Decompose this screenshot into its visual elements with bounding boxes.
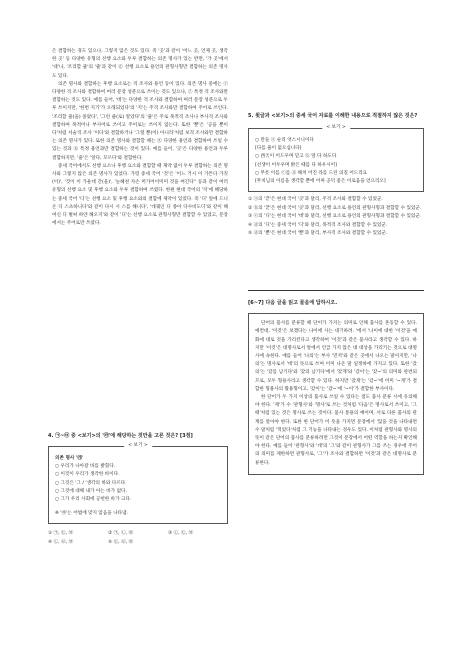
passage-paragraph-1: 은 결합하는 경도 있으나, 그렇지 않은 것도 있다. 즉 '곳'과 같이 '어느 곳, 언제 곳, 생각한 곳' 등 다양한 유형의 선행 요소와 두루 결합하는 의존 명사가 있는 반면, '가 곳'에서 '대'나, '조리할 줄'의 '줄'과 같이 ⓓ 선행 요소로 용언의 관형사형만 결합하는 의존 명사도 있다.: [52, 49, 228, 79]
box-line: ○ 西天이 어드우며 믿고 ⓑ 엎 다 하도다: [255, 154, 337, 160]
passage-paragraph-2: 의존 명사와 결합하는 후행 요소로는 격 조사와 용언 등이 있다. 의존 명사 중에는 ⓔ 다양한 격 조사와 결합하여 여러 문장 성분으로 쓰이는 것도 있으나, ⓕ 특정 격 조사와만 결합하는 것도 있다. 예를 들어, '데'는 다양한 격 조사와 결합하여 여러 문장 성분으로 두루 쓰이지만, '한번 지기'가 오래되었다'의 '지'는 주격 조사와만 결합하여 주어로 쓰인다. '조리할 줄(을) 몰랐다', '그런 줄(로) 알았다'의 '줄'은 주로 목적격 조사나 부사격 조사와 결합하여 목적어나 부사어로 쓰이고 주어로는 쓰이지 않는다. 또한 '뿐'은 '공을 뿐이다'처럼 서술격 조사 '이다'와 결합하거나 '그럴 뿐(이) 아니라'처럼 보격 조사와만 결합하는 의존 명사가 있다. 또한 의존 명사와 결합할 때는 ⓖ 다양한 용언과 결합하여 쓰일 수 있는 것과 ⓗ 특정 용언과만 결합하는 것이 있다. 예를 들어, '곳'은 다양한 용언과 두루 결합하지만, '줄'은 '알다, 모르다'와 결합한다.: [52, 81, 228, 161]
box-note: ※ '㉮'는 어법에 맞지 않음을 나타냄.: [55, 511, 128, 517]
passage-column: [52, 48, 228, 228]
choice-5[interactable]: ⑤ ⓓ의 '뿐'은 현대 국어 '뿐'과 달리, 부사격 조사와 결합할 수 있었군.: [248, 231, 388, 237]
question-5-head: 5. 윗글과 <보기>의 중세 국어 자료를 이해한 내용으로 적절하지 않은 것은?: [248, 113, 418, 119]
choice-3[interactable]: ③ ㉡, ㉢, ㉤: [168, 531, 194, 537]
question-5-choices: [248, 196, 424, 239]
question-5: [248, 112, 424, 239]
box-line: ○ 그가 우리 사회에 공헌한 바가 크다.: [55, 497, 132, 503]
choice-1[interactable]: ① ㉠, ㉢, ㉤: [48, 531, 74, 537]
box-line: ○ 만들 ⓐ 순리 엇스시니이다: [255, 138, 314, 143]
box-title: < 보기 >: [322, 124, 350, 132]
box-title: < 보기 >: [124, 442, 152, 450]
section-passage-box: [248, 313, 424, 475]
choice-5[interactable]: ⑤ ㉢, ㉣, ㉤: [108, 539, 134, 545]
box-line: [선생이 어두우며 밝은 때를 다 하우시어]: [255, 162, 337, 168]
question-5-box: [248, 125, 424, 192]
box-line: ○ 우리가 나아갈 바를 밝혔다.: [55, 464, 116, 470]
box-subtitle: 의존 명사 '㉮': [55, 456, 84, 461]
box-line: ○ 그것은 '그 / '생각의 바와 다르다.: [55, 480, 127, 486]
box-line: ○ 그것에 대해 내가 아는 바가 없다.: [55, 488, 127, 494]
choice-1[interactable]: ① ⓐ의 '끝'은 현대 국어 '곳'과 달리, 주격 조사와 결합할 수 있었군.: [248, 197, 383, 203]
section-paragraph-1: 단어의 품사를 분류할 때 단어가 가지는 의미로 인해 품사를 혼동할 수 있다. 예컨대, '이것'은 보겠다는 나이에 사는 대기하려. '에서 '나이에 대한 '이것'을 예화에 대로 것을 가리킨다고 생각하여 '이것'과 같은 품사라고 생각할 수 있다. 하지만 '이것'은 대명사로서 앞에서 언급 가지 않은 대 대상을 가리키는 것으로 대명사에 속한다. 예를 들어 '나의'는 부사 '먼저'와 같은 곳에서 나오는 말이지만, '나의'는 명사로서 '데'의 뜻으로 쓰여 이미 나온 말 일정하에 가지고 있다. 또한 '갔의'는 '갔를 남기다'와 '갔의 남기다'에서 '갔게'와 '갔이'는 '갔~'의 의미와 관련되므로, 모두 형용사라고 생각할 수 있다. 하지만 '갔게'는 '갔~'에 어미 '~게'가 결합한 형용사의 활용형이고, '갔이'는 '갔~'에 '~이'가 결합한 부사이다.: [255, 321, 417, 392]
section-divider: [248, 290, 424, 307]
question-4-choices: [48, 530, 228, 547]
box-line: ○ 무릇 이를 ⓒ를 ⓓ 해쳐 어진 라를 드린 의질 어드리요: [255, 170, 368, 176]
choice-4[interactable]: ④ ⓓ의 '디'는 중세 국어 '디'와 달리, 목적격 조사와 결합할 수 있었군.: [248, 222, 388, 228]
box-line: ○ 이것이 우리가 생각한 바이다.: [55, 472, 120, 478]
choice-2[interactable]: ② ⓑ의 '끝'은 현대 국어 '곳'과 달리, 선행 요소로 용언의 관형사형과 결합할 수 있었군.: [248, 205, 422, 211]
section-paragraph-2: 한 단어가 두 가지 이상의 품사로 쓰일 수 있다는 점도 품사 분류 시에 유의해야 한다. '제'가 수 '관형사'와 '명사'로 쓰는 것처럼 '다음'은 명사로서 쓰이고, '그때'처럼 있는 것은 명사로 쓰는 것이다. 품사 통용의 예이며, 서로 다른 품사의 관계를 알아야 한다. 또한 한 단어가 어 뜻을 가지면 문장에서 '않을 것을 나타내면 수 말처럼 '먹었다'처럼 그 기능을 나타내는 경우도 있다. 이처럼 관형사와 명사의 뜻이 같은 단어의 품사를 분류하려면 그것이 문장에서 어떤 역할을 하는지 확인해야 한다. 예를 들어 '관형사'와 '데'의 '그'와 같이 관형사가 그를 쓰는 경우에 주어의 의미를 제한하면 관형사로, '그'가 조사와 결합하면 '이것'과 같은 대명사로 분류한다.: [255, 395, 417, 466]
question-4: [48, 432, 228, 547]
choice-2[interactable]: ② ㉠, ㉡, ㉤: [108, 531, 134, 537]
section-6-7: [248, 290, 424, 475]
question-4-head: 4. ㉠~㉤ 중 <보기>의 '㉮'에 해당하는 것만을 고른 것은? [3점]: [48, 433, 193, 439]
box-line: [무치님의 이름을 생각할 뿐에 어찌 공덕 좋은 이로움을 얻으리오]: [255, 179, 386, 185]
choice-3[interactable]: ③ ⓒ의 '디'는 현대 국어 '데'와 달리, 선행 요소로 용언의 관형사형과 결합할 수 있었군.: [248, 214, 422, 220]
passage-paragraph-3: 중세 국어에서도 선행 요소나 후행 요소와 결합할 때 제약 없이 두루 결합하는 의존 명사와 그렇지 않은 의존 명사가 있었다. 가령 중세 국어 '것'은 '어느 거시 이 가튼다 가짓(이)', '것이 이 가운데 간(을)', '눈헤쳔 자손 머가어이미미 것을 여긴다'' 등과 같이 여러 유형의 선행 요소 및 후행 요소와 두루 결합하여 쓰였다. 한편 현대 국어의 '지'에 해당하는 중세 국어 '디'는 선행 요소 및 후행 요소와의 결합에 제약이 있었다. 즉 '디' 앞에 드니온 디 스츠하니다'와 같이 다시 시 스를 해니다', '데궤인 디 종아 다수비도디'와 같이 해여신 디 벌써 하얀 해오지'와 같이 '디'는 선행 요소로 관형사형만 결합할 수 있었고, 문장에서는 주어로만 쓰였다.: [52, 163, 228, 227]
box-line: [다를 줄이 없으십니다]: [255, 146, 302, 152]
section-title: [6~7] 다음 글을 읽고 물음에 답하시오.: [248, 300, 338, 306]
choice-4[interactable]: ④ ㉡, ㉣, ㉤: [48, 539, 74, 545]
question-4-box: [48, 443, 228, 524]
